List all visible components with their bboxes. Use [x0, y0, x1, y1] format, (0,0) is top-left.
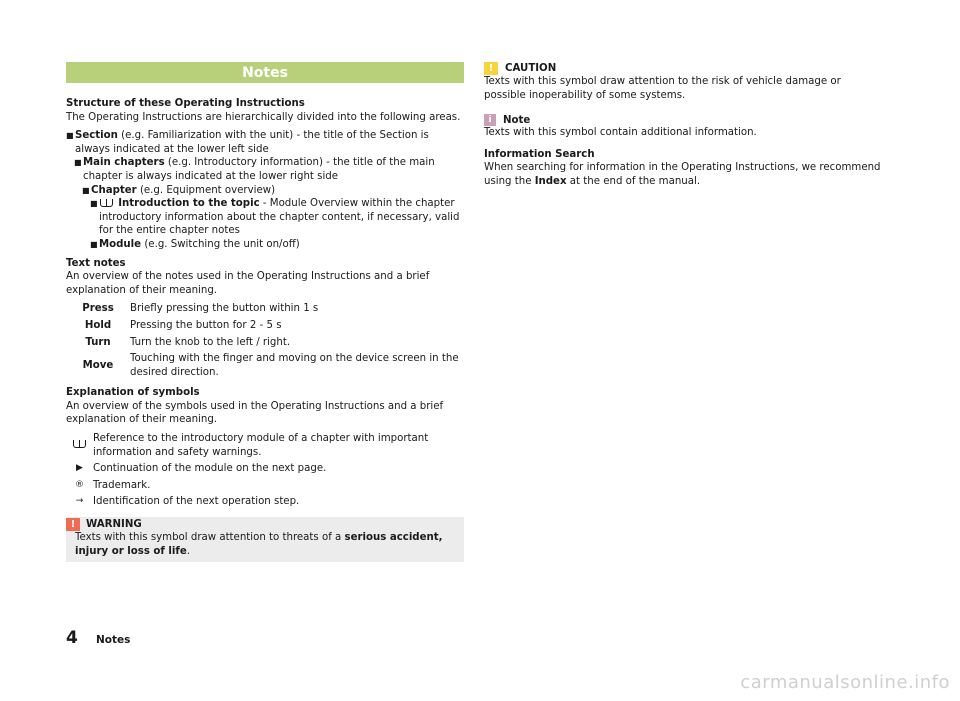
list-item: ■ Chapter (e.g. Equipment overview)	[82, 184, 276, 196]
table-row: Reference to the introductory module of a chapter with important information and safety warnings.	[66, 431, 464, 461]
search-text: When searching for information in the Operating Instructions, we recommend using the Index at the end of the manual.	[484, 162, 881, 187]
warning-text: Texts with this symbol draw attention to threats of a serious accident, injury or loss of life.	[75, 532, 443, 557]
page-footer	[66, 628, 130, 648]
list-item: ■ Introduction to the topic - Module Overview within the chapter introductory information about the chapter content, if necessary, valid for the entire chapter notes	[90, 198, 460, 237]
list-item: ■ Section (e.g. Familiarization with the unit) - the title of the Section is always indicated at the lower left side	[66, 130, 429, 155]
caution-icon: !	[484, 62, 498, 75]
symbols-intro: An overview of the symbols used in the Operating Instructions and a brief explanation of their meaning.	[66, 400, 444, 426]
table-row: Move Touching with the finger and moving on the device screen in the desired direction.	[82, 353, 459, 378]
page-number: 4	[66, 628, 78, 648]
note-title: Note	[503, 114, 531, 126]
textnotes-table	[66, 301, 464, 381]
list-item: ■ Module (e.g. Switching the unit on/off)	[90, 238, 300, 250]
note-header	[484, 114, 884, 126]
table-row: ® Trademark.	[66, 478, 464, 495]
textnotes-intro: An overview of the notes used in the Operating Instructions and a brief explanation of their meaning.	[66, 271, 430, 296]
book-icon	[73, 440, 86, 448]
left-column	[66, 62, 464, 562]
caution-title: CAUTION	[505, 63, 557, 74]
table-row: Hold Pressing the button for 2 - 5 s	[84, 319, 282, 331]
footer-label: Notes	[96, 634, 131, 646]
symbols-table	[66, 431, 464, 511]
book-icon	[100, 199, 113, 207]
registered-icon: ®	[75, 479, 84, 490]
caution-header	[484, 62, 884, 75]
right-column	[484, 62, 884, 189]
arrow-right-icon: →	[75, 496, 84, 507]
warning-icon: !	[66, 518, 80, 531]
watermark: carmanualsonline.info	[740, 672, 950, 693]
page-title: Notes	[66, 62, 464, 83]
table-row: Turn Turn the knob to the left / right.	[85, 336, 291, 348]
info-icon: i	[484, 114, 496, 126]
triangle-right-icon: ▶	[76, 463, 83, 474]
symbols-heading: Explanation of symbols	[66, 387, 200, 399]
note-text: Texts with this symbol contain additional information.	[484, 127, 757, 139]
warning-box	[66, 517, 464, 562]
list-item: ■ Main chapters (e.g. Introductory information) - the title of the main chapter is always indicated at the lower right side	[74, 157, 435, 182]
table-row: → Identification of the next operation step.	[66, 494, 464, 511]
table-row: Press Briefly pressing the button within 1 s	[82, 303, 319, 315]
table-row: ▶ Continuation of the module on the next page.	[66, 461, 464, 478]
textnotes-heading: Text notes	[66, 257, 126, 269]
structure-intro: The Operating Instructions are hierarchically divided into the following areas.	[66, 111, 461, 123]
search-heading: Information Search	[484, 148, 595, 160]
structure-heading: Structure of these Operating Instructions	[66, 98, 305, 109]
caution-text: Texts with this symbol draw attention to the risk of vehicle damage or possible inoperability of some systems.	[484, 76, 841, 101]
warning-title: WARNING	[86, 518, 142, 530]
